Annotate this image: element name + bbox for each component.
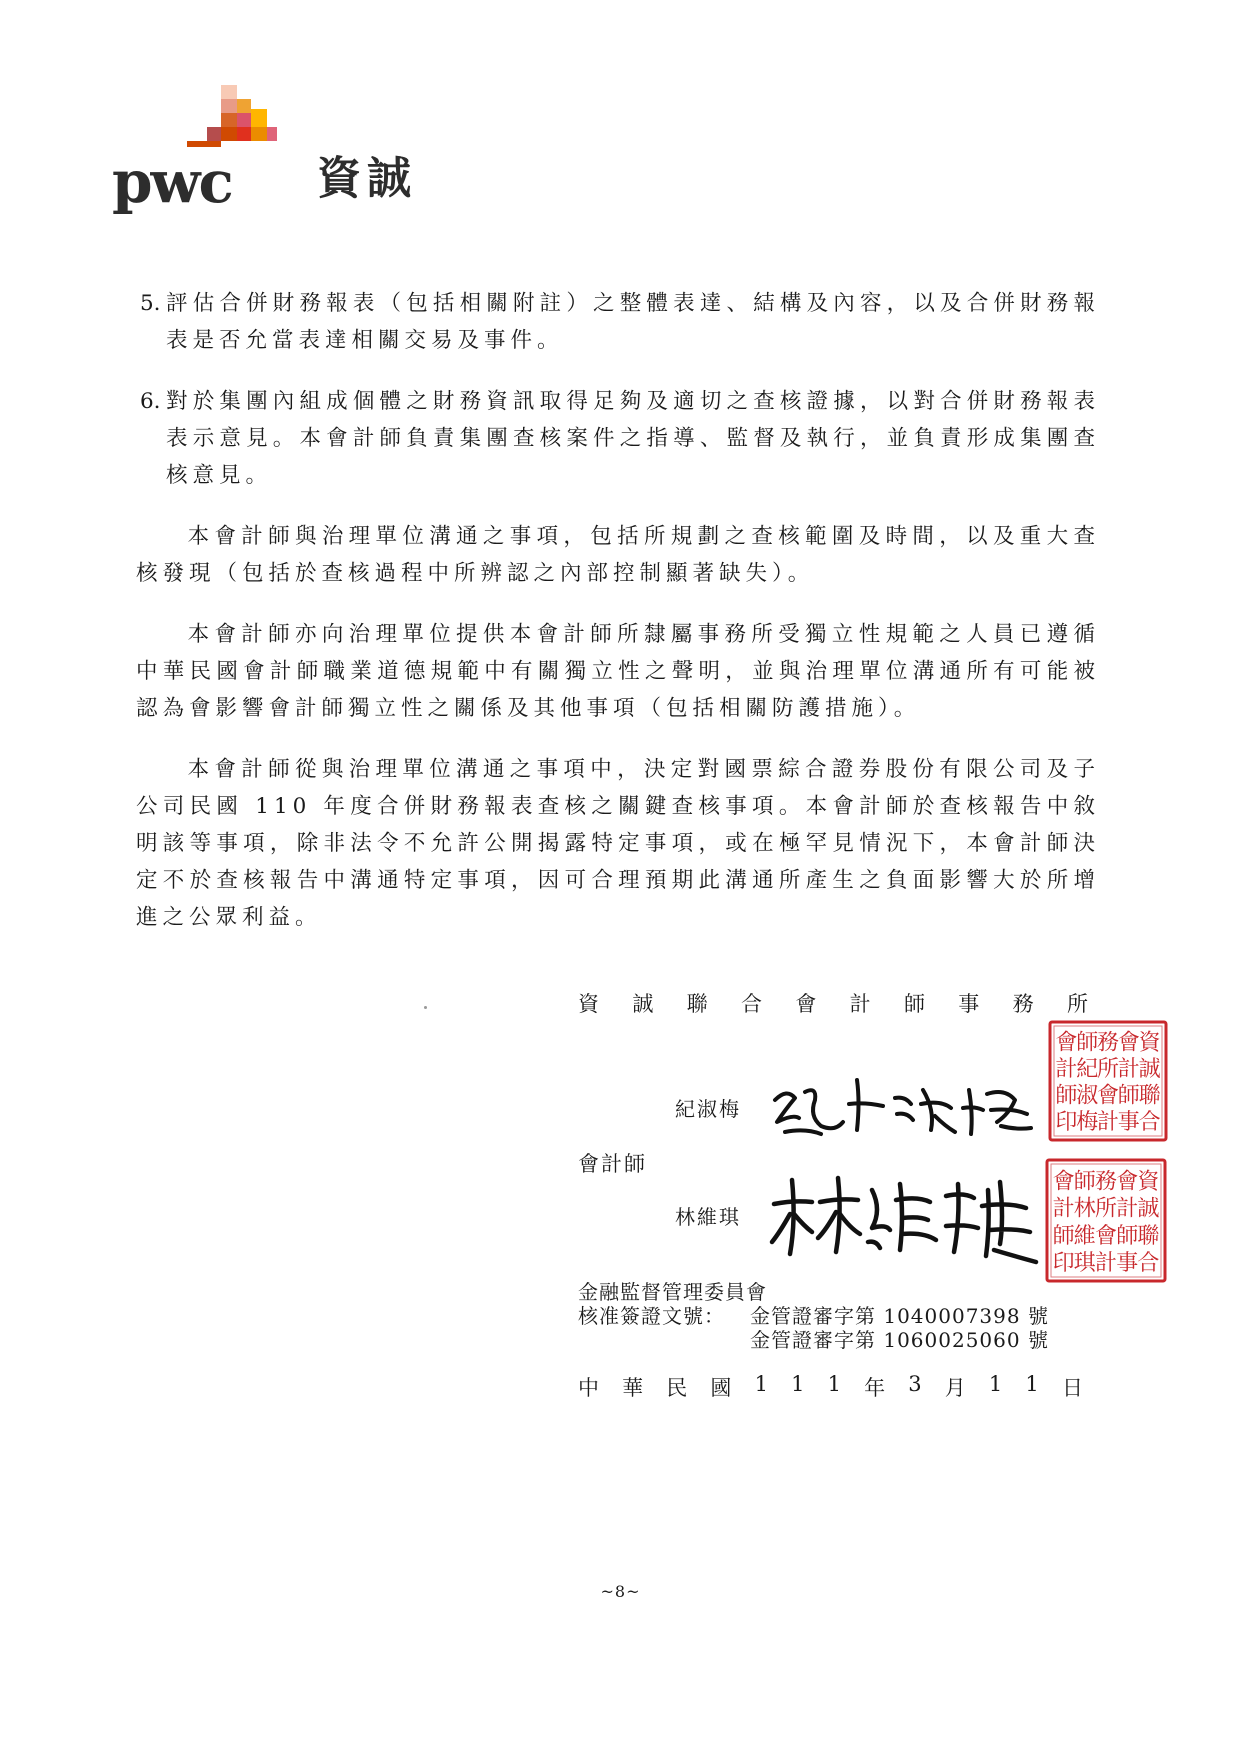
firm-char: 合 bbox=[740, 992, 762, 1016]
date-char: 年 bbox=[864, 1376, 886, 1400]
report-date bbox=[578, 1372, 1083, 1402]
paragraph-key-audit-matters: 本會計師從與治理單位溝通之事項中，決定對國票綜合證券股份有限公司及子公司民國 110 年度合併財務報表查核之關鍵查核事項。本會計師於查核報告中敘明該等事項，除非法令不允許公開揭露特定事項，或在極罕見情況下，本會計師決定不於查核報告中溝通特定事項，因可合理預期此溝通所產生之負面影響大於所增進之公眾利益。 bbox=[136, 757, 1100, 930]
list-item-number: 6. bbox=[140, 389, 161, 414]
date-char: 1 bbox=[827, 1372, 841, 1396]
seal-glyph: 務 bbox=[1096, 1030, 1120, 1056]
date-char: 1 bbox=[1025, 1372, 1039, 1396]
date-char: 中 bbox=[578, 1376, 599, 1400]
cpa-name-2: 林維琪 bbox=[675, 1205, 741, 1229]
approval-row-2 bbox=[578, 1328, 1049, 1352]
seal-glyph: 計 bbox=[1116, 1196, 1139, 1222]
cpa-seal-2 bbox=[1045, 1158, 1167, 1283]
report-body bbox=[136, 285, 1100, 960]
seal-glyph: 會 bbox=[1116, 1169, 1139, 1195]
date-char: 1 bbox=[791, 1372, 805, 1396]
seal-glyph: 師 bbox=[1052, 1223, 1075, 1249]
seal-glyph: 師 bbox=[1076, 1030, 1099, 1056]
firm-char: 誠 bbox=[632, 992, 654, 1016]
cpa-seal-1 bbox=[1048, 1020, 1168, 1142]
seal-glyph: 會 bbox=[1055, 1030, 1078, 1056]
seal-glyph: 師 bbox=[1073, 1169, 1096, 1195]
seal-glyph: 計 bbox=[1094, 1251, 1118, 1277]
seal-glyph: 會 bbox=[1096, 1083, 1120, 1109]
seal-glyph: 師 bbox=[1116, 1223, 1139, 1249]
seal-glyph: 計 bbox=[1096, 1110, 1120, 1136]
seal-glyph: 資 bbox=[1138, 1030, 1161, 1056]
seal-glyph: 琪 bbox=[1073, 1251, 1096, 1277]
approval-number-1: 金管證審字第 1040007398 號 bbox=[750, 1304, 1049, 1328]
seal-glyph: 聯 bbox=[1137, 1223, 1160, 1249]
seal-glyph: 印 bbox=[1055, 1110, 1078, 1136]
seal-glyph: 師 bbox=[1117, 1083, 1140, 1109]
cpa-signature-2 bbox=[768, 1170, 1043, 1265]
firm-char: 聯 bbox=[686, 992, 708, 1016]
date-char: 3 bbox=[908, 1372, 922, 1396]
list-item-5 bbox=[140, 285, 1100, 359]
cpa-label: 會計師 bbox=[578, 1152, 647, 1176]
scan-speck bbox=[424, 1006, 427, 1009]
firm-char: 事 bbox=[958, 992, 980, 1016]
firm-name bbox=[578, 988, 1088, 1018]
firm-name-cn: 資誠 bbox=[317, 153, 417, 204]
list-item-text: 評估合併財務報表（包括相關附註）之整體表達、結構及內容，以及合併財務報表是否允當表達相關交易及事件。 bbox=[166, 291, 1100, 353]
seal-glyph: 林 bbox=[1073, 1196, 1096, 1222]
seal-glyph: 務 bbox=[1094, 1169, 1118, 1195]
date-char: 華 bbox=[622, 1376, 644, 1400]
seal-glyph: 誠 bbox=[1137, 1196, 1160, 1222]
date-char: 月 bbox=[944, 1376, 966, 1400]
date-char: 1 bbox=[754, 1372, 768, 1396]
page-number: ~8~ bbox=[600, 1582, 641, 1601]
list-item-text: 對於集團內組成個體之財務資訊取得足夠及適切之查核證據，以對合併財務報表表示意見。本會計師負責集團查核案件之指導、監督及執行，並負責形成集團查核意見。 bbox=[166, 389, 1100, 488]
seal-glyph: 誠 bbox=[1138, 1057, 1161, 1083]
approval-number-2: 金管證審字第 1060025060 號 bbox=[750, 1328, 1049, 1352]
seal-glyph: 計 bbox=[1052, 1196, 1075, 1222]
seal-glyph: 紀 bbox=[1076, 1057, 1099, 1083]
approval-label-spacer bbox=[578, 1328, 750, 1352]
firm-char: 務 bbox=[1012, 992, 1034, 1016]
seal-glyph: 合 bbox=[1137, 1251, 1160, 1277]
seal-glyph: 會 bbox=[1117, 1030, 1140, 1056]
cpa-signature-1 bbox=[765, 1070, 1040, 1145]
paragraph-independence: 本會計師亦向治理單位提供本會計師所隸屬事務所受獨立性規範之人員已遵循中華民國會計師職業道德規範中有關獨立性之聲明，並與治理單位溝通所有可能被認為會影響會計師獨立性之關係及其他事項（包括相關防護措施）。 bbox=[136, 622, 1100, 721]
firm-char: 會 bbox=[795, 992, 817, 1016]
seal-glyph: 資 bbox=[1137, 1169, 1160, 1195]
cpa-name-1: 紀淑梅 bbox=[675, 1097, 741, 1121]
list-item-number: 5. bbox=[140, 291, 161, 316]
seal-glyph: 合 bbox=[1138, 1110, 1161, 1136]
seal-glyph: 淑 bbox=[1076, 1083, 1099, 1109]
pwc-logo bbox=[112, 85, 442, 215]
seal-glyph: 計 bbox=[1117, 1057, 1140, 1083]
seal-glyph: 聯 bbox=[1138, 1083, 1161, 1109]
firm-char: 所 bbox=[1066, 992, 1088, 1016]
seal-glyph: 計 bbox=[1055, 1057, 1078, 1083]
firm-char: 師 bbox=[903, 992, 925, 1016]
seal-glyph: 會 bbox=[1052, 1169, 1075, 1195]
date-char: 民 bbox=[666, 1376, 688, 1400]
approval-block bbox=[578, 1280, 1049, 1352]
seal-glyph: 所 bbox=[1094, 1196, 1118, 1222]
seal-glyph: 事 bbox=[1117, 1110, 1140, 1136]
list-item-6 bbox=[140, 383, 1100, 494]
seal-glyph: 師 bbox=[1055, 1083, 1078, 1109]
date-char: 1 bbox=[988, 1372, 1003, 1396]
seal-glyph: 所 bbox=[1096, 1057, 1120, 1083]
approval-label: 核准簽證文號： bbox=[578, 1304, 725, 1328]
approval-row-1 bbox=[578, 1304, 1049, 1328]
firm-char: 資 bbox=[578, 992, 599, 1016]
approval-agency: 金融監督管理委員會 bbox=[578, 1280, 767, 1304]
seal-glyph: 印 bbox=[1052, 1251, 1075, 1277]
date-char: 國 bbox=[710, 1376, 732, 1400]
seal-glyph: 維 bbox=[1073, 1223, 1096, 1249]
seal-glyph: 梅 bbox=[1076, 1110, 1099, 1136]
logo-color-blocks bbox=[187, 85, 287, 149]
seal-glyph: 事 bbox=[1116, 1251, 1139, 1277]
paragraph-governance-communication: 本會計師與治理單位溝通之事項，包括所規劃之查核範圍及時間，以及重大查核發現（包括於查核過程中所辨認之內部控制顯著缺失）。 bbox=[136, 524, 1100, 586]
pwc-wordmark: pwc bbox=[112, 148, 232, 216]
seal-glyph: 會 bbox=[1094, 1223, 1118, 1249]
date-char: 日 bbox=[1061, 1376, 1083, 1400]
firm-char: 計 bbox=[849, 992, 871, 1016]
